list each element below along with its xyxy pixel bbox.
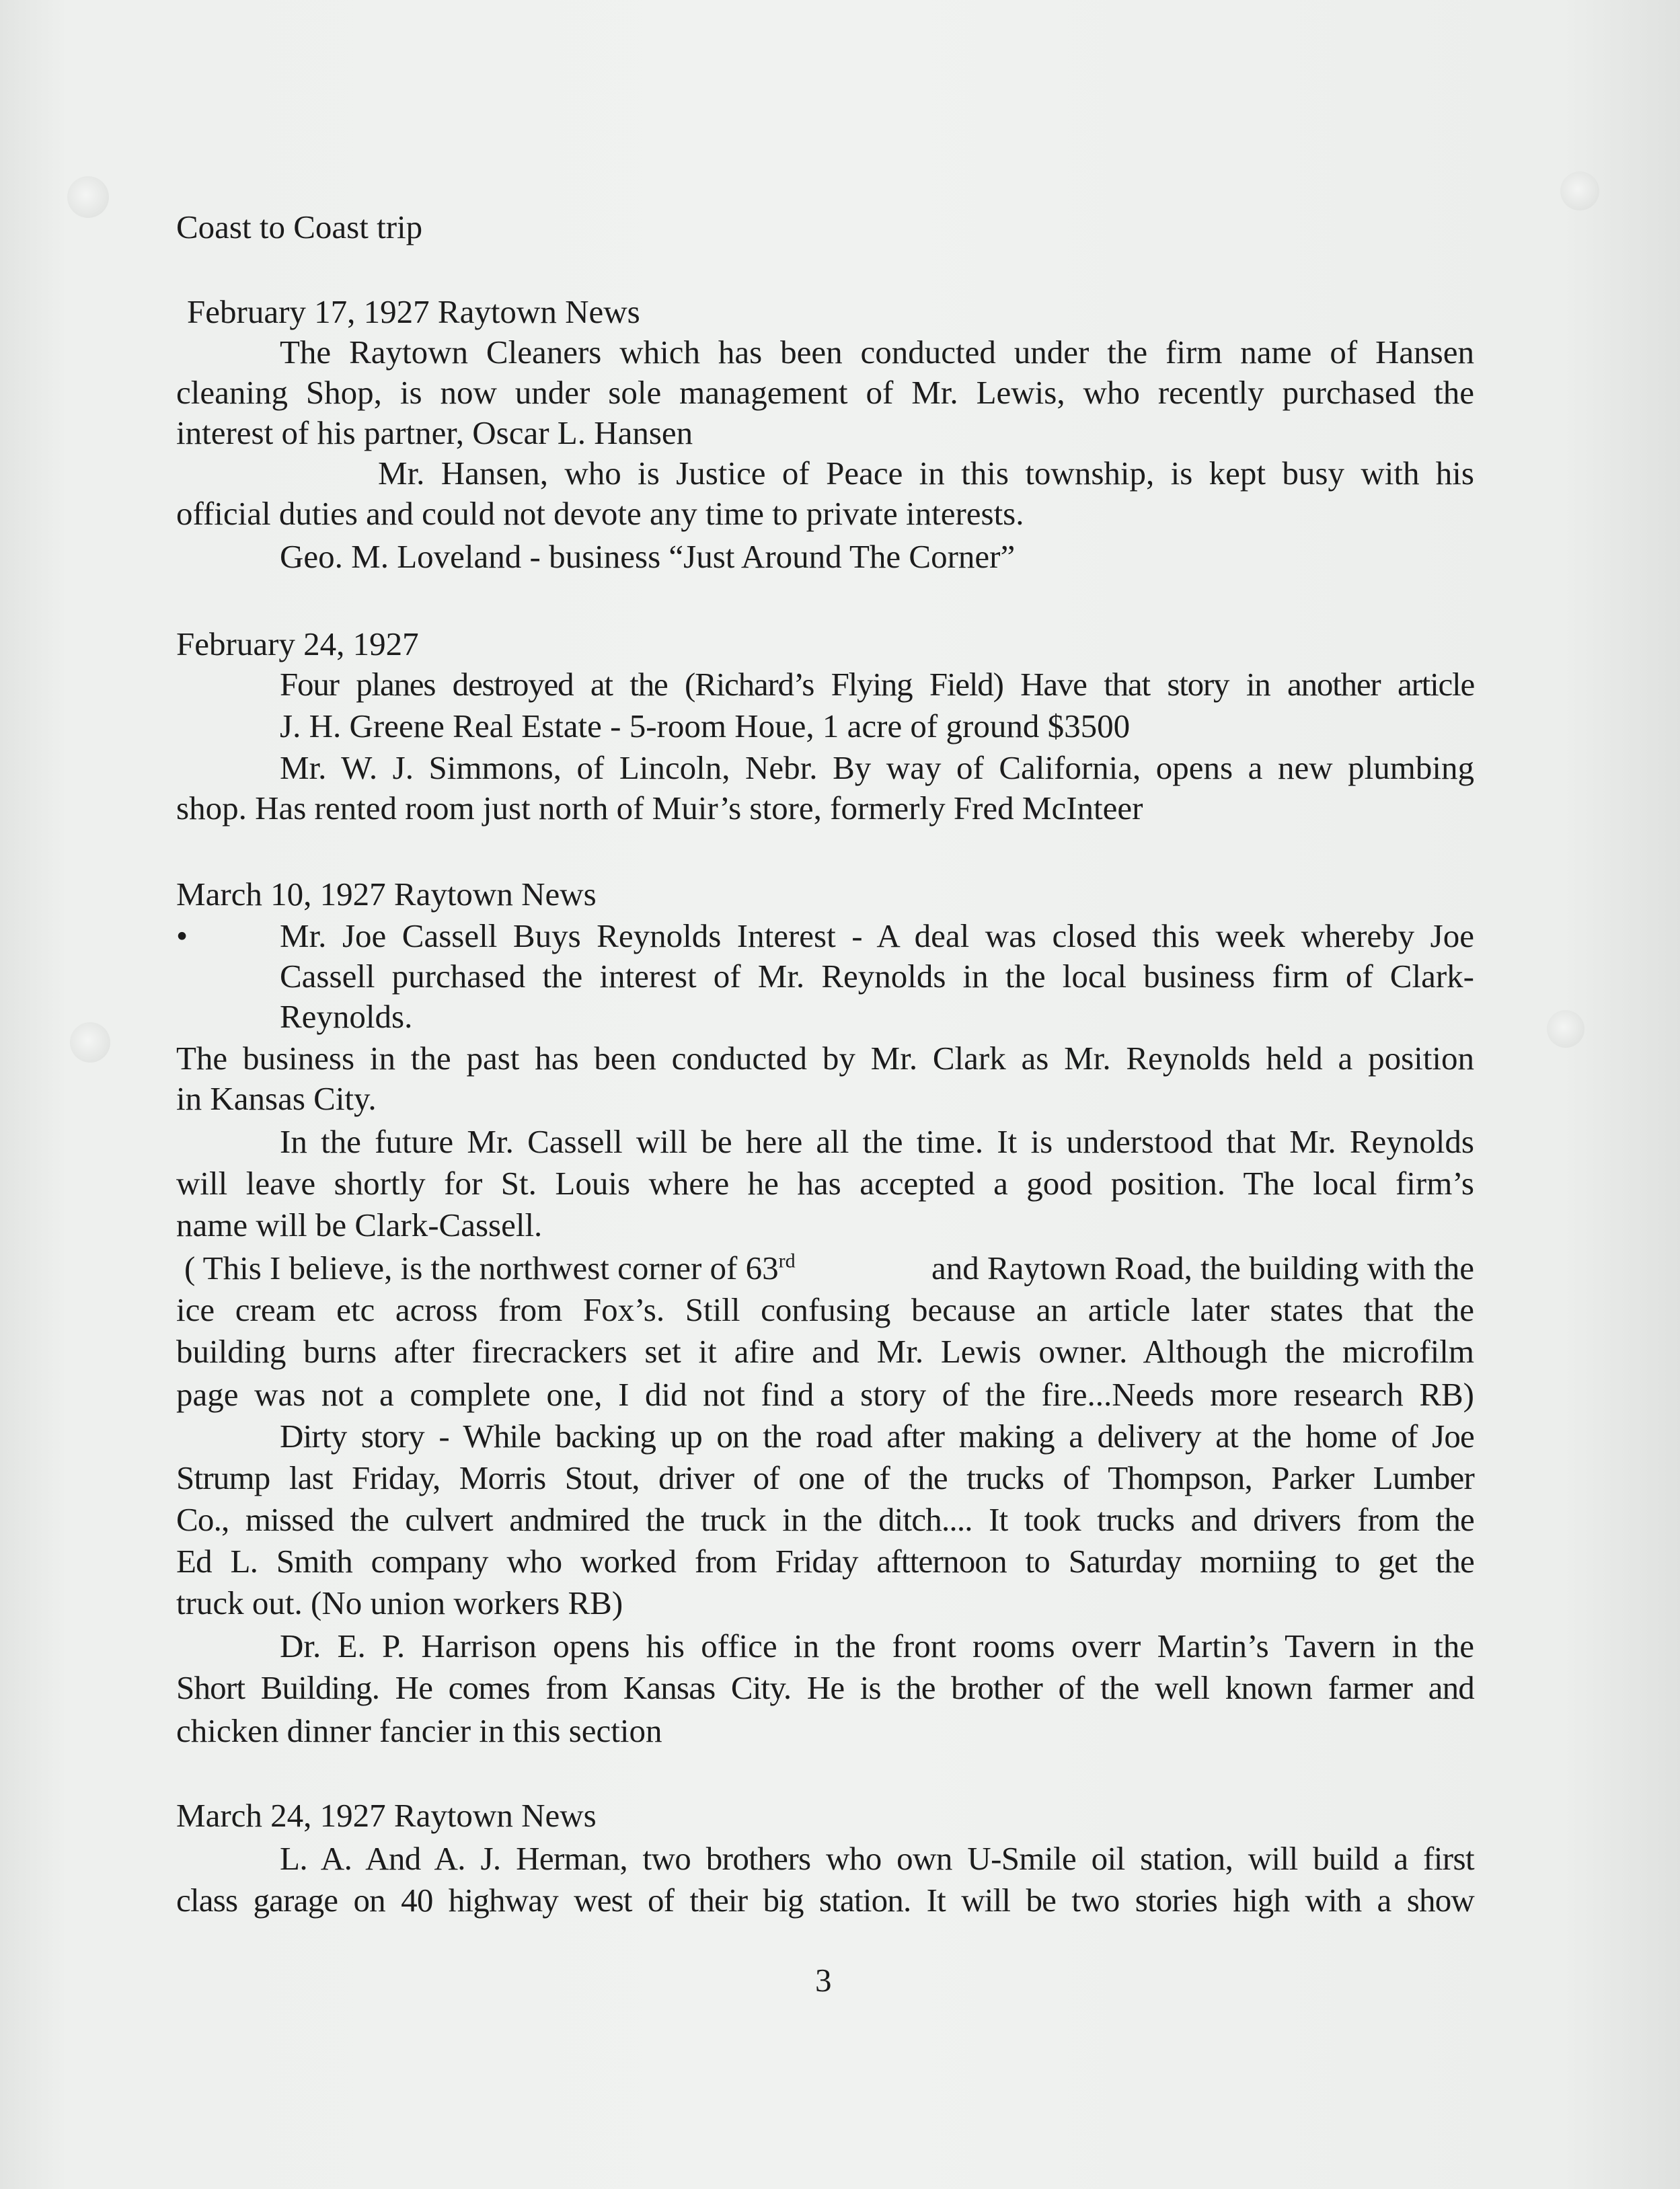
research-note-line [184, 1248, 1474, 1289]
punch-hole [67, 176, 109, 218]
paragraph-line: page was not a complete one, I did not find a story of the fire...Needs more research RB) [176, 1376, 1474, 1413]
document-title: Coast to Coast trip [176, 208, 423, 245]
paragraph-line: chicken dinner fancier in this section [176, 1712, 662, 1749]
section-heading: February 17, 1927 Raytown News [187, 293, 640, 330]
paragraph-line: will leave shortly for St. Louis where he has accepted a good position. The local firm’s [176, 1165, 1474, 1202]
paragraph-line: Mr. Joe Cassell Buys Reynolds Interest - A deal was closed this week whereby Joe [280, 917, 1474, 954]
section-heading: March 24, 1927 Raytown News [176, 1797, 597, 1834]
paragraph-line: Ed L. Smith company who worked from Friday aftternoon to Saturday morniing to get the [176, 1543, 1474, 1580]
research-note-end: and Raytown Road, the building with the [931, 1250, 1474, 1286]
paragraph-line: in Kansas City. [176, 1080, 377, 1117]
paragraph-line: official duties and could not devote any time to private interests. [176, 495, 1024, 532]
superscript-rd: rd [778, 1250, 796, 1272]
paragraph-line: truck out. (No union workers RB) [176, 1584, 623, 1621]
paragraph-line: Dirty story - While backing up on the road after making a delivery at the home of Joe [280, 1418, 1474, 1455]
paragraph-line: interest of his partner, Oscar L. Hansen [176, 414, 693, 451]
paragraph-line: Reynolds. [280, 998, 413, 1035]
paragraph-line: In the future Mr. Cassell will be here all the time. It is understood that Mr. Reynolds [280, 1123, 1474, 1160]
paragraph-line: Mr. Hansen, who is Justice of Peace in this township, is kept busy with his [378, 455, 1474, 492]
section-heading: March 10, 1927 Raytown News [176, 876, 597, 913]
paragraph-line: name will be Clark-Cassell. [176, 1206, 543, 1243]
paragraph-line: The Raytown Cleaners which has been conducted under the firm name of Hansen [280, 334, 1474, 371]
paragraph-line: shop. Has rented room just north of Muir’s store, formerly Fred McInteer [176, 790, 1143, 827]
bullet-marker: • [176, 917, 188, 954]
punch-hole [1547, 1010, 1584, 1048]
paragraph-line: cleaning Shop, is now under sole management of Mr. Lewis, who recently purchased the [176, 374, 1474, 411]
paragraph-line: Dr. E. P. Harrison opens his office in the front rooms overr Martin’s Tavern in the [280, 1627, 1474, 1664]
paragraph-line: Short Building. He comes from Kansas City. He is the brother of the well known farmer and [176, 1669, 1474, 1706]
paragraph-line: Cassell purchased the interest of Mr. Reynolds in the local business firm of Clark- [280, 958, 1474, 995]
paragraph-line: J. H. Greene Real Estate - 5-room Houe, 1 acre of ground $3500 [280, 707, 1131, 744]
paragraph-line: The business in the past has been conducted by Mr. Clark as Mr. Reynolds held a position [176, 1040, 1474, 1077]
paragraph-line: ice cream etc across from Fox’s. Still confusing because an article later states that the [176, 1291, 1474, 1328]
section-heading: February 24, 1927 [176, 625, 419, 662]
paragraph-line: class garage on 40 highway west of their big station. It will be two stories high with a show [176, 1882, 1474, 1919]
paragraph-line: Geo. M. Loveland - business “Just Around The Corner” [280, 538, 1016, 575]
paragraph-line: Strump last Friday, Morris Stout, driver of one of the trucks of Thompson, Parker Lumber [176, 1459, 1474, 1496]
paragraph-line: Co., missed the culvert andmired the truck in the ditch.... It took trucks and drivers from the [176, 1501, 1474, 1538]
paragraph-line: Mr. W. J. Simmons, of Lincoln, Nebr. By way of California, opens a new plumbing [280, 749, 1474, 786]
research-note-start: ( This I believe, is the northwest corner of 63rd [184, 1250, 796, 1286]
paragraph-line: building burns after firecrackers set it afire and Mr. Lewis owner. Although the microfilm [176, 1333, 1474, 1370]
punch-hole [1560, 171, 1599, 210]
paragraph-line: L. A. And A. J. Herman, two brothers who own U-Smile oil station, will build a first [280, 1840, 1474, 1877]
paragraph-line: Four planes destroyed at the (Richard’s Flying Field) Have that story in another article [280, 666, 1474, 703]
punch-hole [70, 1022, 110, 1063]
page-number: 3 [815, 1962, 832, 1999]
